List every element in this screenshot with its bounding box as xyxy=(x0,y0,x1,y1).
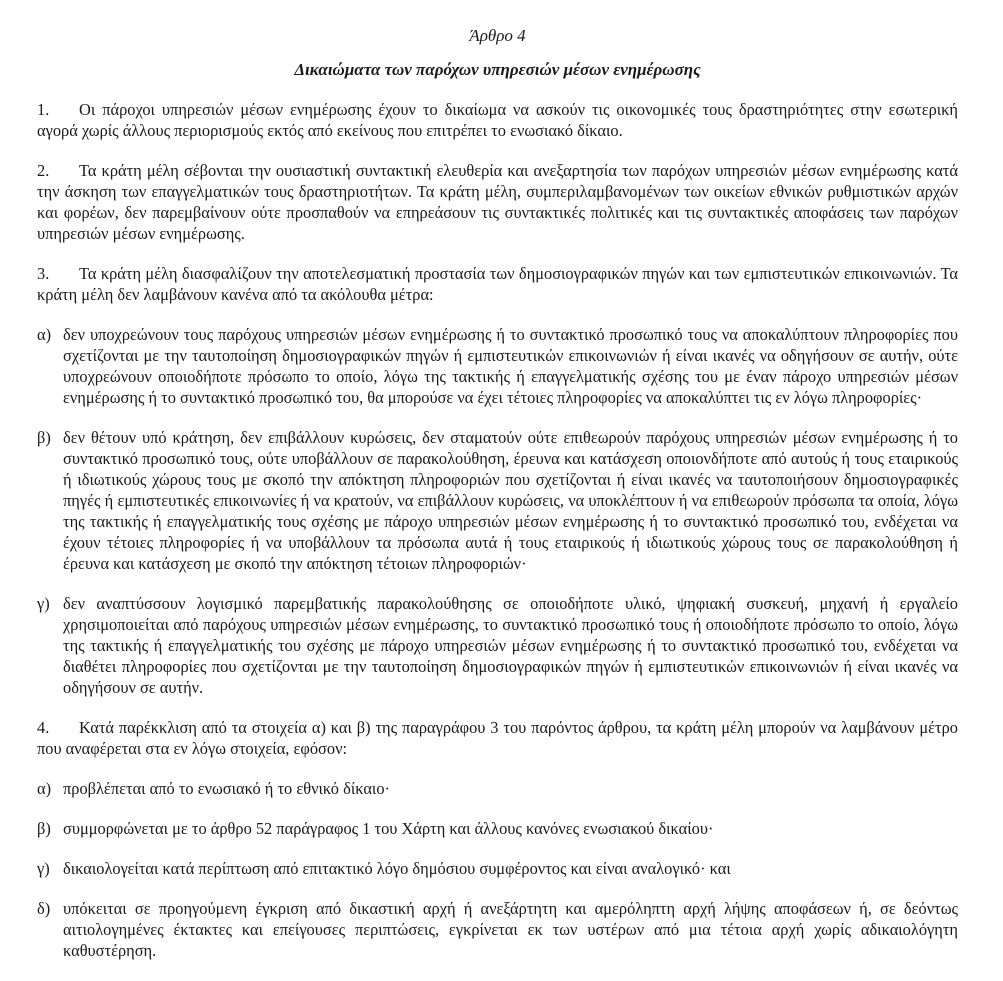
article-title: Δικαιώματα των παρόχων υπηρεσιών μέσων ενημέρωσης xyxy=(294,60,701,79)
paragraph-number: 1. xyxy=(37,100,50,119)
paragraph-4 xyxy=(37,717,958,759)
item-label: δ) xyxy=(37,899,51,918)
item-text: συμμορφώνεται με το άρθρο 52 παράγραφος 1 του Χάρτη και άλλους κανόνες ενωσιακού δικαίου· xyxy=(63,819,714,838)
paragraph-text: Κατά παρέκκλιση από τα στοιχεία α) και β) της παραγράφου 3 του παρόντος άρθρου, τα κράτη μέλη μπορούν να λαμβάνουν μέτρο που αναφέρεται στα εν λόγω στοιχεία, εφόσον: xyxy=(37,718,958,758)
item-label: α) xyxy=(37,325,52,344)
list-item xyxy=(37,427,958,574)
item-text: δεν θέτουν υπό κράτηση, δεν επιβάλλουν κυρώσεις, δεν σταματούν ούτε επιθεωρούν παρόχους υπηρεσιών μέσων ενημέρωσης ή το συντακτικό προσωπικό τους, ούτε υποβάλλουν σε παρακολούθηση, έρευνα και κατάσχεση οποιονδήποτε από αυτούς ή τους εταιρικούς ή ιδιωτικούς χώρους τους με σκοπό την απόκτηση πληροφοριών που σχετίζονται ή είναι ικανές να ταυτοποιήσουν δημοσιογραφικές πηγές ή εμπιστευτικές επικοινωνίες ή να κρατούν, να επιβάλλουν κυρώσεις, να υποκλέπτουν ή να επιθεωρούν πρόσωπα τα οποία, λόγω της τακτικής ή επαγγελματικής τους σχέσης με πάροχο υπηρεσιών μέσων ενημέρωσης ή το συντακτικό προσωπικό του, ενδέχεται να έχουν τέτοιες πληροφορίες ή να υποβάλλουν τα πρόσωπα αυτά ή τους εταιρικούς ή ιδιωτικούς χώρους τους σε παρακολούθηση ή έρευνα και κατάσχεση με σκοπό την απόκτηση τέτοιων πληροφοριών· xyxy=(63,428,958,573)
paragraph-3 xyxy=(37,263,958,305)
item-text: δικαιολογείται κατά περίπτωση από επιτακτικό λόγο δημόσιου συμφέροντος και είναι αναλογικό· και xyxy=(63,859,731,878)
paragraph-2 xyxy=(37,160,958,244)
item-label: γ) xyxy=(37,859,50,878)
item-label: β) xyxy=(37,819,51,838)
item-text: προβλέπεται από το ενωσιακό ή το εθνικό δίκαιο· xyxy=(63,779,390,798)
list-item xyxy=(37,818,958,839)
list-item xyxy=(37,858,958,879)
paragraph-1 xyxy=(37,99,958,141)
paragraph-number: 4. xyxy=(37,718,50,737)
item-label: β) xyxy=(37,428,51,447)
list-item xyxy=(37,593,958,698)
item-text: δεν αναπτύσσουν λογισμικό παρεμβατικής παρακολούθησης σε οποιοδήποτε υλικό, ψηφιακή συσκευή, μηχανή ή εργαλείο χρησιμοποιείται από παρόχους υπηρεσιών μέσων ενημέρωσης, το συντακτικό προσωπικό τους ή οποιοδήποτε πρόσωπο το οποίο, λόγω της τακτικής ή επαγγελματικής του σχέσης με πάροχο υπηρεσιών μέσων ενημέρωσης ή το συντακτικό προσωπικό του, ενδέχεται να διαθέτει πληροφορίες που σχετίζονται με την ταυτοποίηση δημοσιογραφικών πηγών ή εμπιστευτικών επικοινωνιών ή είναι ικανές να οδηγήσουν σε αυτήν. xyxy=(63,594,958,697)
article-number: Άρθρο 4 xyxy=(469,26,526,45)
item-label: α) xyxy=(37,779,52,798)
paragraph-number: 2. xyxy=(37,161,50,180)
list-item xyxy=(37,324,958,408)
document-page xyxy=(37,25,958,980)
paragraph-text: Τα κράτη μέλη σέβονται την ουσιαστική συντακτική ελευθερία και ανεξαρτησία των παρόχων υπηρεσιών μέσων ενημέρωσης κατά την άσκηση των επαγγελματικών τους δραστηριοτήτων. Τα κράτη μέλη, συμπεριλαμβανομένων των οικείων εθνικών ρυθμιστικών αρχών και φορέων, δεν παρεμβαίνουν ούτε προσπαθούν να επηρεάσουν τις συντακτικές πολιτικές και τις συντακτικές αποφάσεις των παρόχων υπηρεσιών μέσων ενημέρωσης. xyxy=(37,161,958,243)
list-item xyxy=(37,778,958,799)
paragraph-text: Οι πάροχοι υπηρεσιών μέσων ενημέρωσης έχουν το δικαίωμα να ασκούν τις οικονομικές τους δραστηριότητες στην εσωτερική αγορά χωρίς άλλους περιορισμούς εκτός από εκείνους που επιτρέπει το ενωσιακό δίκαιο. xyxy=(37,100,958,140)
paragraph-text: Τα κράτη μέλη διασφαλίζουν την αποτελεσματική προστασία των δημοσιογραφικών πηγών και των εμπιστευτικών επικοινωνιών. Τα κράτη μέλη δεν λαμβάνουν κανένα από τα ακόλουθα μέτρα: xyxy=(37,264,958,304)
list-item xyxy=(37,898,958,961)
item-text: υπόκειται σε προηγούμενη έγκριση από δικαστική αρχή ή ανεξάρτητη και αμερόληπτη αρχή λήψης αποφάσεων ή, σε δεόντως αιτιολογημένες έκτακτες και επείγουσες περιπτώσεις, εγκρίνεται εκ των υστέρων από μια τέτοια αρχή χωρίς αδικαιολόγητη καθυστέρηση. xyxy=(63,899,958,960)
paragraph-number: 3. xyxy=(37,264,50,283)
item-label: γ) xyxy=(37,594,50,613)
item-text: δεν υποχρεώνουν τους παρόχους υπηρεσιών μέσων ενημέρωσης ή το συντακτικό προσωπικό τους να αποκαλύπτουν πληροφορίες που σχετίζονται με την ταυτοποίηση δημοσιογραφικών πηγών ή εμπιστευτικών επικοινωνιών ή είναι ικανές να οδηγήσουν σε αυτήν, ούτε υποχρεώνουν οποιοδήποτε πρόσωπο το οποίο, λόγω της τακτικής ή επαγγελματικής σχέσης του με έναν πάροχο υπηρεσιών μέσων ενημέρωσης ή το συντακτικό προσωπικό του, θα μπορούσε να έχει τέτοιες πληροφορίες να αποκαλύπτει τις εν λόγω πληροφορίες· xyxy=(63,325,958,407)
